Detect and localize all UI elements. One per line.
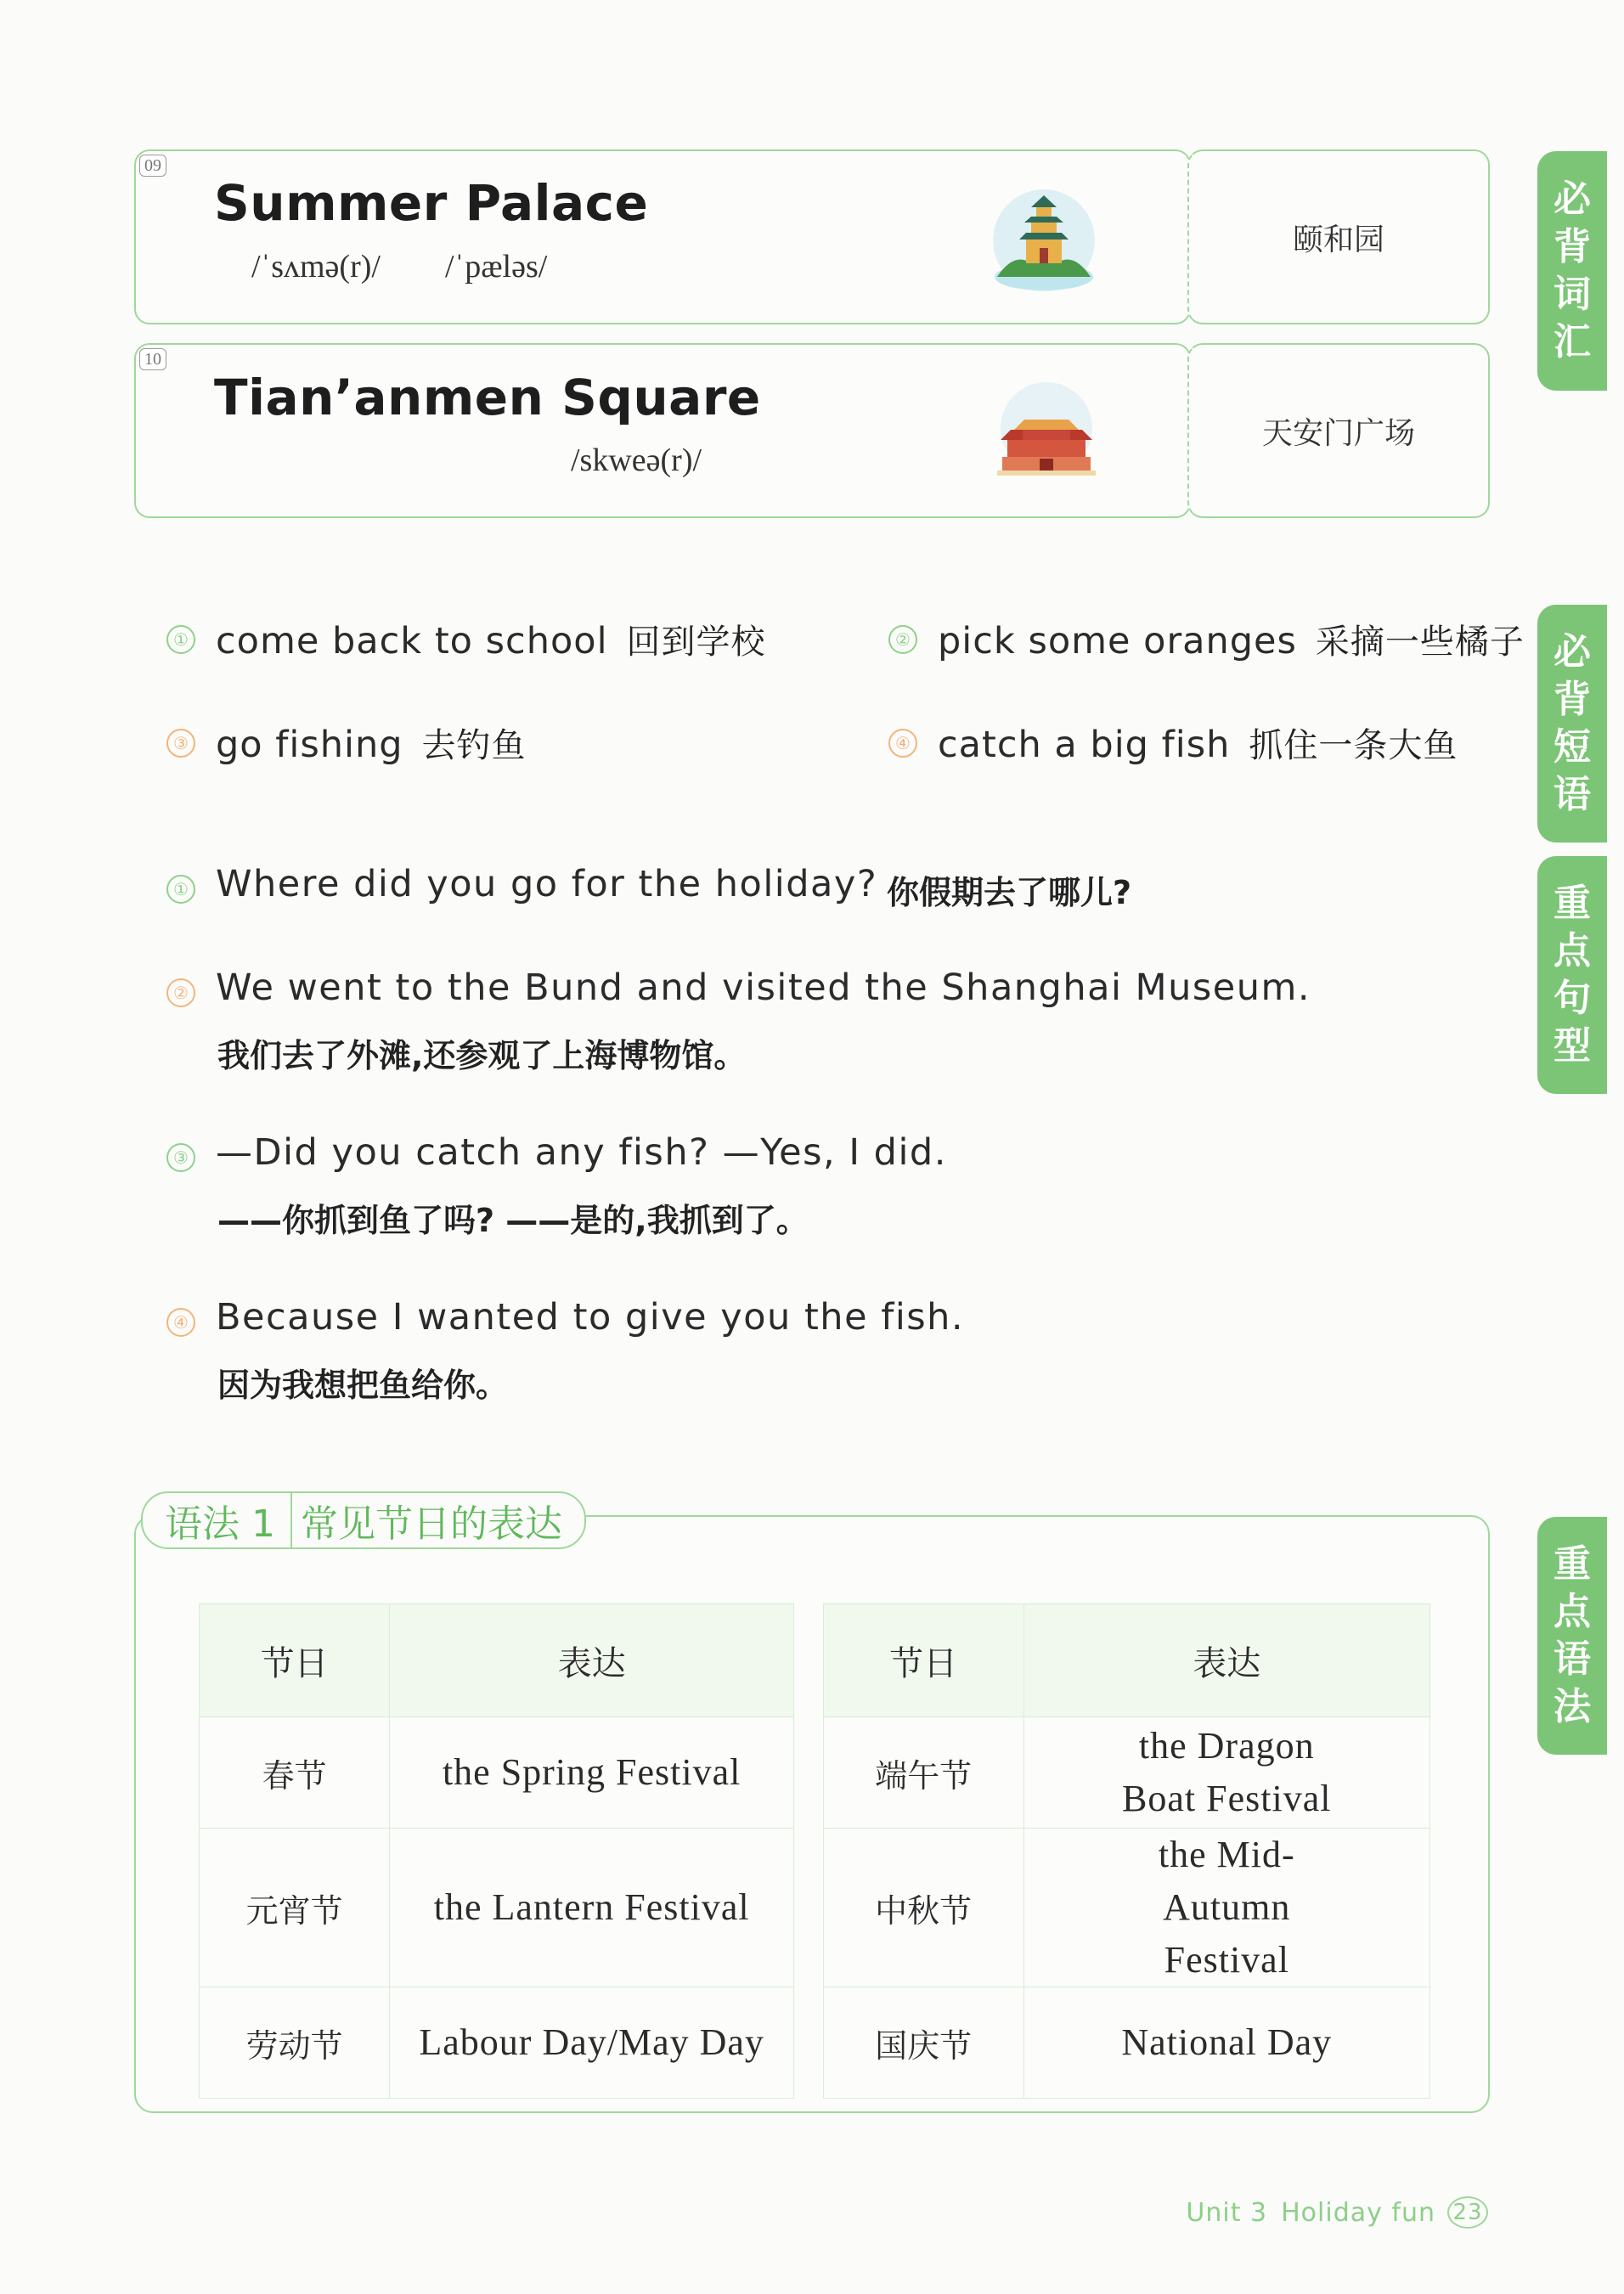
festival-cn: 国庆节 xyxy=(823,1987,1023,2099)
vocab-word: Tian’anmen Square xyxy=(214,369,761,426)
table-gap xyxy=(794,1717,823,1829)
tab-char: 语 xyxy=(1554,1637,1591,1681)
vocab-chinese-summer-palace xyxy=(1187,149,1490,324)
phrase-item xyxy=(216,719,527,767)
phrase-number: ③ xyxy=(166,729,195,758)
tiananmen-icon xyxy=(989,380,1104,482)
tab-char: 背 xyxy=(1554,225,1591,268)
vocab-phonetic: /ˈpæləs/ xyxy=(445,249,548,285)
phrase-cn: 去钓鱼 xyxy=(421,726,527,765)
tab-char: 必 xyxy=(1554,178,1591,221)
tab-char: 词 xyxy=(1554,273,1591,316)
footer-title: Holiday fun xyxy=(1281,2197,1435,2228)
tab-vocabulary[interactable] xyxy=(1537,151,1607,391)
grammar-title xyxy=(141,1491,586,1549)
vocab-number: 09 xyxy=(139,155,166,177)
tab-char: 点 xyxy=(1554,929,1591,972)
phrase-number: ④ xyxy=(888,729,917,758)
tab-char: 必 xyxy=(1554,630,1591,674)
tab-char: 重 xyxy=(1554,882,1591,925)
festival-cn: 元宵节 xyxy=(200,1829,390,1987)
tab-grammar[interactable] xyxy=(1537,1517,1607,1755)
sentence-number: ③ xyxy=(166,1143,195,1172)
table-header: 表达 xyxy=(390,1604,794,1717)
phrase-number: ② xyxy=(888,625,917,654)
tab-char: 点 xyxy=(1554,1590,1591,1633)
phrase-cn: 抓住一条大鱼 xyxy=(1249,726,1458,765)
sentence-en: —Did you catch any fish? —Yes, I did. xyxy=(216,1131,947,1174)
table-gap xyxy=(794,1829,823,1987)
festival-en: the Spring Festival xyxy=(390,1717,794,1829)
page-footer xyxy=(1186,2196,1488,2229)
festival-en: the Mid-Autumn Festival xyxy=(1023,1829,1429,1987)
phrase-cn: 回到学校 xyxy=(626,623,766,662)
vocab-chinese-tiananmen-square xyxy=(1187,343,1490,518)
phrase-item xyxy=(938,719,1458,767)
table-header: 节日 xyxy=(823,1604,1023,1717)
vocab-phonetic: /skweə(r)/ xyxy=(571,442,702,478)
sentence-cn: 你假期去了哪儿? xyxy=(887,874,1132,911)
phrase-en: go fishing xyxy=(216,724,403,766)
grammar-heading: 常见节日的表达 xyxy=(300,1502,562,1546)
festival-cn: 端午节 xyxy=(823,1717,1023,1829)
sentence-cn: ——你抓到鱼了吗? ——是的,我抓到了。 xyxy=(217,1202,809,1239)
sentence-cn: 因为我想把鱼给你。 xyxy=(217,1367,509,1404)
tab-char: 短 xyxy=(1554,725,1591,769)
grammar-title-divider xyxy=(290,1493,292,1547)
tab-char: 语 xyxy=(1554,773,1591,816)
table-gap xyxy=(794,1604,823,1717)
page-number: 23 xyxy=(1447,2196,1488,2229)
sentence-en: Where did you go for the holiday? xyxy=(216,863,878,905)
phrase-number: ① xyxy=(166,625,195,654)
festival-en: the Dragon Boat Festival xyxy=(1023,1717,1429,1829)
phrase-cn: 采摘一些橘子 xyxy=(1315,623,1525,662)
phrase-en: catch a big fish xyxy=(938,724,1231,766)
festival-en: the Lantern Festival xyxy=(390,1829,794,1987)
sentence-number: ④ xyxy=(166,1308,195,1337)
phrase-item xyxy=(216,615,766,663)
grammar-label: 语法 1 xyxy=(165,1502,275,1546)
tab-char: 型 xyxy=(1554,1024,1591,1068)
table-gap xyxy=(794,1987,823,2099)
table-row xyxy=(200,1717,1430,1829)
table-row xyxy=(200,1987,1430,2099)
pagoda-icon xyxy=(989,185,1099,296)
vocab-translation: 天安门广场 xyxy=(1261,415,1415,451)
phrase-en: come back to school xyxy=(216,620,608,662)
festival-en: Labour Day/May Day xyxy=(390,1987,794,2099)
phrase-en: pick some oranges xyxy=(938,620,1297,662)
festival-cn: 春节 xyxy=(200,1717,390,1829)
tab-char: 背 xyxy=(1554,678,1591,721)
festival-cn: 中秋节 xyxy=(823,1829,1023,1987)
festival-cn: 劳动节 xyxy=(200,1987,390,2099)
sentence-en: We went to the Bund and visited the Shanghai Museum. xyxy=(216,967,1311,1009)
sentence-number: ② xyxy=(166,978,195,1007)
vocab-translation: 颐和园 xyxy=(1292,222,1384,257)
tab-char: 法 xyxy=(1554,1685,1591,1728)
table-header-row xyxy=(200,1604,1430,1717)
footer-unit: Unit 3 xyxy=(1186,2197,1268,2228)
tab-sentences[interactable] xyxy=(1537,856,1607,1094)
tab-char: 重 xyxy=(1554,1542,1591,1586)
sentence-number: ① xyxy=(166,875,195,904)
tab-phrases[interactable] xyxy=(1537,605,1607,843)
table-row xyxy=(200,1829,1430,1987)
vocab-word: Summer Palace xyxy=(214,174,649,232)
sentence-en: Because I wanted to give you the fish. xyxy=(216,1296,965,1339)
tab-char: 句 xyxy=(1554,977,1591,1020)
table-header: 节日 xyxy=(200,1604,390,1717)
phrase-item xyxy=(938,615,1525,663)
sentence-cn: 我们去了外滩,还参观了上海博物馆。 xyxy=(217,1037,747,1074)
festival-en: National Day xyxy=(1023,1987,1429,2099)
festival-table xyxy=(199,1604,1430,2099)
vocab-phonetic: /ˈsʌmə(r)/ xyxy=(251,249,381,285)
tab-char: 汇 xyxy=(1554,320,1591,364)
table-header: 表达 xyxy=(1023,1604,1429,1717)
vocab-number: 10 xyxy=(139,348,166,370)
